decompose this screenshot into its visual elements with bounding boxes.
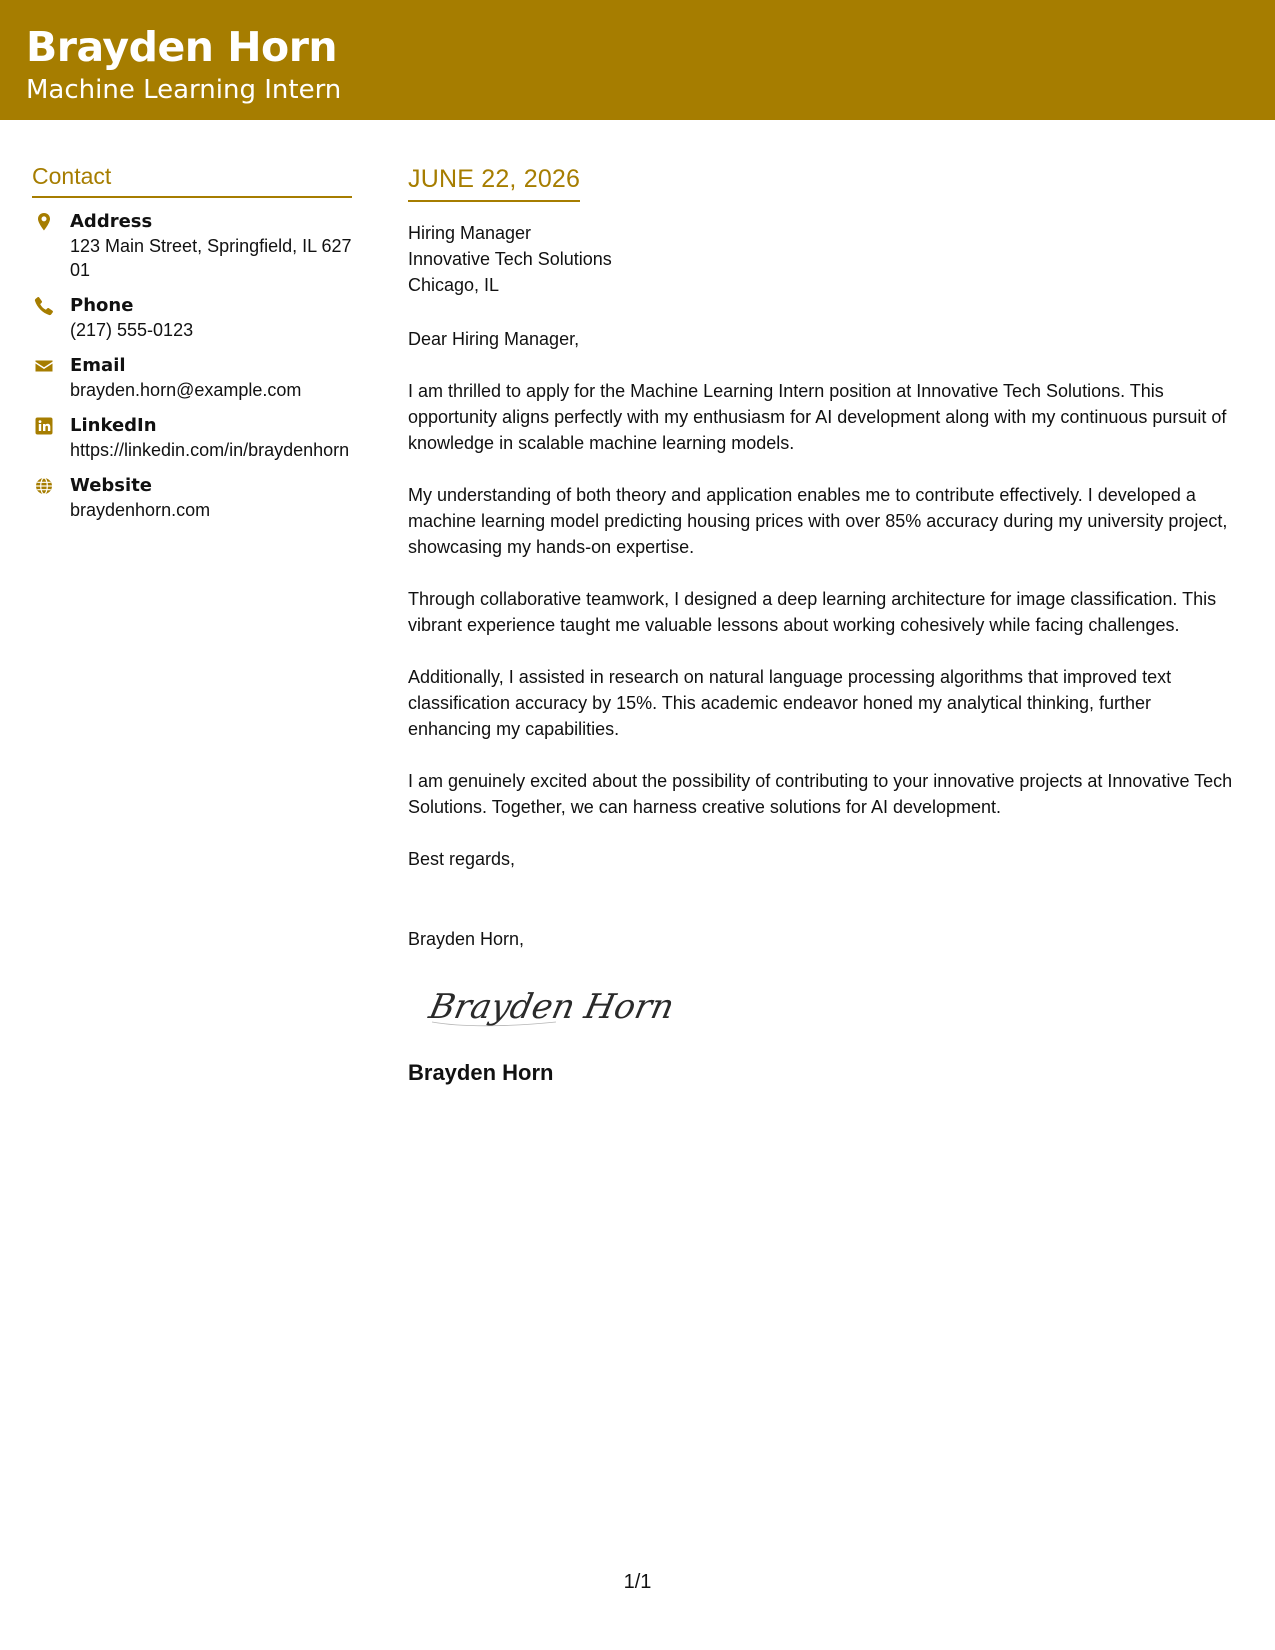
contact-value: https://linkedin.com/in/braydenhorn: [70, 440, 350, 460]
letter-body: [408, 162, 1238, 1088]
header-banner: [0, 0, 1275, 120]
handwritten-signature: [426, 978, 686, 1034]
contact-label: Phone: [70, 295, 134, 316]
recipient-block: [408, 220, 1238, 298]
letter-date: JUNE 22, 2026: [408, 162, 580, 202]
contact-value: brayden.horn@example.com: [70, 380, 302, 400]
contact-label: Address: [70, 211, 153, 232]
contact-item-address: [32, 210, 352, 282]
letter-paragraph: Additionally, I assisted in research on natural language processing algorithms that improved text classification accuracy by 15%. This academic endeavor honed my analytical thinking, further enhancing my capabilities.: [408, 667, 1172, 739]
recipient-line: Innovative Tech Solutions: [408, 249, 612, 269]
phone-icon: [34, 296, 54, 316]
contact-label: Website: [70, 475, 153, 496]
contact-value: braydenhorn.com: [70, 500, 211, 520]
svg-text:Brayden Horn: Brayden Horn: [426, 987, 678, 1027]
contact-label: Email: [70, 355, 126, 376]
letter-paragraph: My understanding of both theory and application enables me to contribute effectively. I developed a machine learning model predicting housing prices with over 85% accuracy during my university project, showcasing my hands-on expertise.: [408, 485, 1228, 557]
recipient-line: Chicago, IL: [408, 275, 500, 295]
contact-list: [32, 210, 352, 522]
contact-sidebar: [32, 160, 352, 534]
envelope-icon: [34, 356, 54, 376]
contact-item-phone: [32, 294, 352, 342]
globe-icon: [34, 476, 54, 496]
printed-name: Brayden Horn: [408, 1060, 554, 1085]
contact-value: (217) 555-0123: [70, 320, 194, 340]
candidate-name: Brayden Horn: [26, 23, 338, 71]
salutation: Dear Hiring Manager,: [408, 329, 580, 349]
map-pin-icon: [34, 212, 54, 232]
page-number: 1/1: [623, 1571, 652, 1593]
sign-off-name: Brayden Horn,: [408, 929, 525, 949]
letter-paragraph: Through collaborative teamwork, I designed a deep learning architecture for image classification. This vibrant experience taught me valuable lessons about working cohesively while facing challenges.: [408, 589, 1217, 635]
contact-heading: Contact: [32, 160, 352, 198]
contact-label: LinkedIn: [70, 415, 157, 436]
closing-phrase: Best regards,: [408, 849, 516, 869]
contact-value: 123 Main Street, Springfield, IL 62701: [70, 236, 352, 280]
contact-item-linkedin: [32, 414, 352, 462]
contact-item-email: [32, 354, 352, 402]
recipient-line: Hiring Manager: [408, 223, 532, 243]
letter-paragraph: I am thrilled to apply for the Machine Learning Intern position at Innovative Tech Solutions. This opportunity aligns perfectly with my enthusiasm for AI development along with my continuous pursuit of knowledge in scalable machine learning models.: [408, 381, 1227, 453]
linkedin-icon: [34, 416, 54, 436]
contact-item-website: [32, 474, 352, 522]
candidate-title: Machine Learning Intern: [26, 75, 342, 105]
letter-paragraph: I am genuinely excited about the possibility of contributing to your innovative projects at Innovative Tech Solutions. Together, we can harness creative solutions for AI development.: [408, 771, 1233, 817]
